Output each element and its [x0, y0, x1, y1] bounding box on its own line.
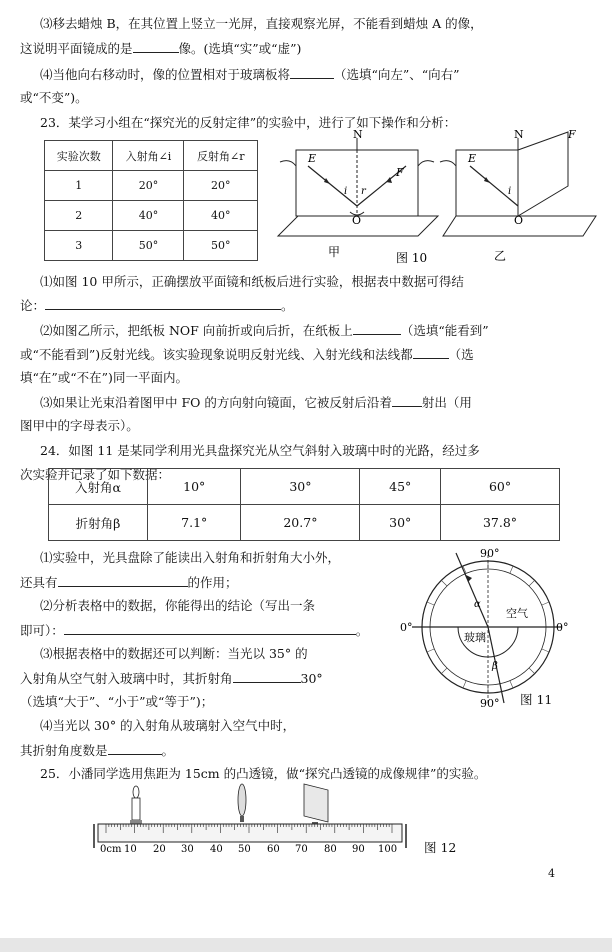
q23-cell: 50° — [113, 231, 184, 261]
q24-part3-line2 — [20, 670, 323, 687]
figure-12 — [84, 782, 420, 854]
q24-part3-suffix: 30° — [300, 671, 323, 686]
q24-cell: 7.1° — [148, 505, 241, 541]
q23-part2b-prefix: 或“不能看到”)反射光线。该实验现象说明反射光线、入射光线和法线都 — [20, 347, 413, 362]
q24-part3-line3: （选填“大于”、“小于”或“等于”)； — [20, 694, 214, 709]
fig10-caption: 图 10 — [396, 251, 428, 265]
q23-part3-prefix: ⑶如果让光束沿着图甲中 FO 的方向射向镜面，它被反射后沿着 — [40, 395, 392, 410]
q23-part3-line2: 图甲中的字母表示）。 — [20, 418, 139, 433]
q23-cell: 20° — [113, 171, 184, 201]
ruler-label: 40 — [210, 844, 223, 854]
q24-part2-suffix: 。 — [355, 623, 369, 638]
q24-stem-line1: 24．如图 11 是某同学利用光具盘探究光从空气斜射入玻璃中时的光路，经过多 — [40, 443, 480, 458]
q24-cell: 37.8° — [441, 505, 560, 541]
fig12-caption: 图 12 — [424, 840, 457, 855]
q24-blank-4[interactable] — [108, 742, 162, 755]
q24-part1-suffix: 的作用； — [187, 575, 238, 590]
ruler-label: 30 — [181, 844, 194, 854]
q23-blank-2[interactable] — [353, 322, 401, 335]
q22-blank-1[interactable] — [133, 40, 179, 53]
q24-part3-line1: ⑶根据表格中的数据还可以判断：当光以 35° 的 — [40, 646, 308, 661]
q23-part2-line1 — [40, 322, 489, 339]
q22-part3-line1: ⑶移去蜡烛 B，在其位置上竖立一光屏，直接观察光屏，不能看到蜡烛 A 的像， — [40, 16, 483, 31]
fig10-F-label: F — [396, 166, 404, 179]
q23-part1-prefix: 论： — [20, 298, 46, 313]
q24-part1-line1: ⑴实验中，光具盘除了能读出入射角和折射角大小外， — [40, 550, 341, 565]
q24-part4-line2 — [20, 742, 174, 759]
q23-header-reflect: 反射角∠r — [184, 141, 258, 171]
q23-cell: 40° — [113, 201, 184, 231]
q24-part4-suffix: 。 — [161, 743, 175, 758]
q24-part4-line1: ⑷当光以 30° 的入射角从玻璃射入空气中时， — [40, 718, 296, 733]
q23-stem: 23．某学习小组在“探究光的反射定律”的实验中，进行了如下操作和分析： — [40, 115, 457, 130]
fig10b-E-label: E — [468, 152, 477, 165]
q23-part1-line1: ⑴如图 10 甲所示，正确摆放平面镜和纸板后进行实验，根据表中数据可得结 — [40, 274, 464, 289]
ruler-label: 50 — [238, 844, 251, 854]
q23-cell: 40° — [184, 201, 258, 231]
q24-blank-2[interactable] — [64, 622, 356, 635]
q23-part1-line2 — [20, 297, 294, 314]
fig11-alpha-label: α — [474, 599, 481, 610]
q23-part3-line1 — [40, 394, 472, 411]
figure-11 — [400, 545, 572, 711]
q24-part2-line1: ⑵分析表格中的数据，你能得出的结论（写出一条 — [40, 598, 316, 613]
q22-part4-line1 — [40, 66, 460, 83]
q23-part2-prefix: ⑵如图乙所示，把纸板 NOF 向前折或向后折，在纸板上 — [40, 323, 353, 338]
q22-part4-prefix: ⑷当他向右移动时，像的位置相对于玻璃板将 — [40, 67, 291, 82]
q23-part2-line2 — [20, 346, 474, 363]
q24-part2-prefix: 即可）： — [20, 623, 64, 638]
q24-row-label: 折射角β — [49, 505, 148, 541]
q23-data-table — [44, 140, 258, 261]
q24-part3-prefix: 入射角从空气射入玻璃中时，其折射角 — [20, 671, 233, 686]
fig10b-i-label: i — [508, 186, 512, 197]
fig11-glass-label: 玻璃 — [464, 631, 486, 644]
q23-header-trial: 实验次数 — [45, 141, 113, 171]
figure-10 — [268, 128, 598, 268]
q24-blank-1[interactable] — [58, 574, 188, 587]
fig10-N-label: N — [353, 128, 363, 141]
q24-cell: 10° — [148, 469, 241, 505]
candle-icon — [130, 786, 142, 824]
ruler-label: 70 — [295, 844, 308, 854]
q24-cell: 45° — [360, 469, 441, 505]
footer-bar — [0, 938, 612, 952]
lens-icon — [238, 784, 246, 822]
fig10b-N-label: N — [514, 128, 524, 141]
fig11-caption: 图 11 — [520, 692, 553, 707]
fig10-E-label: E — [308, 152, 317, 165]
q23-header-incident: 入射角∠i — [113, 141, 184, 171]
q24-row-label: 入射角α — [49, 469, 148, 505]
fig10-r-label: r — [361, 186, 366, 197]
fig11-air-label: 空气 — [506, 607, 528, 620]
q24-stem-line2: 次实验并记录了如下数据： — [20, 467, 171, 482]
fig11-beta-label: β — [492, 661, 498, 672]
ruler-label: 80 — [324, 844, 337, 854]
q23-cell: 1 — [45, 171, 113, 201]
q24-data-table — [48, 468, 560, 541]
q22-part3-suffix: 像。(选填“实”或“虚”) — [178, 41, 302, 56]
q24-part1-line2 — [20, 574, 238, 591]
q22-part4-line2: 或“不变”)。 — [20, 90, 88, 105]
q22-part4-suffix: （选填“向左”、“向右” — [334, 67, 460, 82]
q24-cell: 60° — [441, 469, 560, 505]
screen-icon — [304, 784, 328, 826]
ruler-labels — [100, 844, 397, 854]
q23-part2b-suffix: （选 — [448, 347, 474, 362]
q24-cell: 20.7° — [241, 505, 360, 541]
q23-cell: 20° — [184, 171, 258, 201]
q23-part1-suffix: 。 — [281, 298, 294, 313]
q23-cell: 2 — [45, 201, 113, 231]
ruler-label: 60 — [267, 844, 280, 854]
ruler-label: 20 — [153, 844, 166, 854]
page-number: 4 — [548, 867, 555, 880]
fig11-bottom-label: 90° — [480, 697, 500, 710]
q24-part1-prefix: 还具有 — [20, 575, 58, 590]
fig10b-F-label: F — [568, 128, 576, 141]
q22-blank-2[interactable] — [290, 66, 334, 79]
fig10b-O-label: O — [514, 214, 524, 227]
q23-blank-1[interactable] — [45, 297, 281, 310]
q23-part3-suffix: 射出（用 — [421, 395, 472, 410]
q22-part3-line2 — [20, 40, 301, 57]
fig10-O-label: O — [352, 214, 362, 227]
ruler-label: 10 — [124, 844, 137, 854]
q24-part4-prefix: 其折射角度数是 — [20, 743, 108, 758]
q25-stem: 25．小潘同学选用焦距为 15cm 的凸透镜，做“探究凸透镜的成像规律”的实验。 — [40, 766, 487, 781]
q24-blank-3[interactable] — [233, 670, 301, 683]
fig11-right-label: 0° — [556, 621, 569, 634]
figure-10-jia — [278, 128, 438, 259]
ruler-label: 90 — [352, 844, 365, 854]
q23-blank-3[interactable] — [413, 346, 449, 359]
q23-cell: 50° — [184, 231, 258, 261]
q24-cell: 30° — [360, 505, 441, 541]
figure-10-yi — [440, 128, 596, 263]
fig10-yi-label: 乙 — [494, 249, 507, 263]
q23-cell: 3 — [45, 231, 113, 261]
fig10-i-label: i — [344, 186, 348, 197]
q23-part2-line3: 填“在”或“不在”)同一平面内。 — [20, 370, 188, 385]
ruler-label: 0cm — [100, 844, 122, 854]
q23-part2-suffix: （选填“能看到” — [400, 323, 489, 338]
fig11-top-label: 90° — [480, 547, 500, 560]
ruler-label: 100 — [378, 844, 398, 854]
q24-cell: 30° — [241, 469, 360, 505]
fig11-left-label: 0° — [400, 621, 413, 634]
fig10-jia-label: 甲 — [328, 245, 341, 259]
q23-blank-4[interactable] — [392, 394, 422, 407]
q22-part3-prefix: 这说明平面镜成的是 — [20, 41, 133, 56]
q24-part2-line2 — [20, 622, 368, 639]
